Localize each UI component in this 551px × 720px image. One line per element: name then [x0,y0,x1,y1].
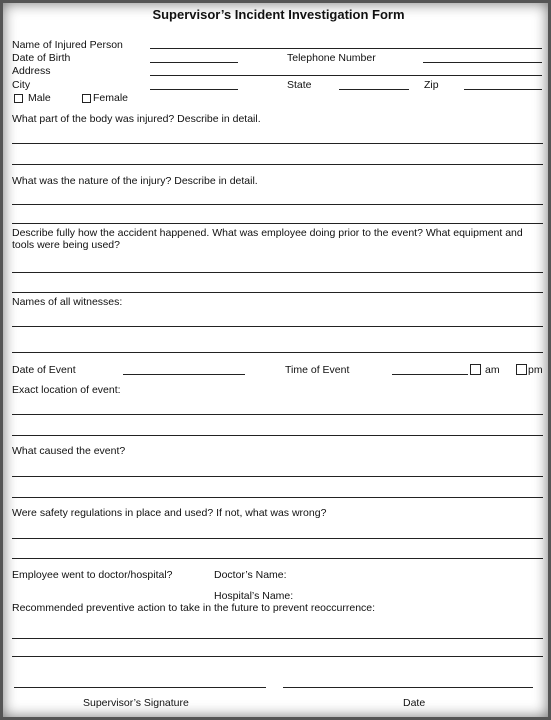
body-part-line-1[interactable] [12,143,543,144]
preventive-line-1[interactable] [12,638,543,639]
am-checkbox[interactable] [470,364,481,375]
safety-question: Were safety regulations in place and used? If not, what was wrong? [12,507,327,519]
preventive-line-2[interactable] [12,656,543,657]
male-checkbox[interactable] [14,94,23,103]
doctor-name-label: Doctor’s Name: [214,569,287,581]
witnesses-line-2[interactable] [12,352,543,353]
location-line-1[interactable] [12,414,543,415]
address-label: Address [12,65,51,77]
describe-line-2[interactable] [12,292,543,293]
dob-field[interactable] [150,62,238,63]
nature-line-2[interactable] [12,223,543,224]
cause-line-1[interactable] [12,476,543,477]
location-line-2[interactable] [12,435,543,436]
form-title: Supervisor’s Incident Investigation Form [152,7,405,22]
female-label: Female [93,92,129,104]
date-label: Date [403,697,426,709]
male-label: Male [28,92,51,104]
describe-line-1[interactable] [12,272,543,273]
safety-line-2[interactable] [12,558,543,559]
zip-field[interactable] [464,89,542,90]
cause-line-2[interactable] [12,497,543,498]
female-checkbox[interactable] [82,94,91,103]
witnesses-line-1[interactable] [12,326,543,327]
address-field[interactable] [150,75,542,76]
zip-label: Zip [424,79,439,91]
nature-line-1[interactable] [12,204,543,205]
preventive-question: Recommended preventive action to take in the future to prevent reoccurrence: [12,602,376,614]
date-event-field[interactable] [123,374,245,375]
nature-question: What was the nature of the injury? Describe in detail. [12,175,258,187]
name-injured-label: Name of Injured Person [12,39,123,51]
hospital-name-label: Hospital’s Name: [214,590,294,602]
supervisor-signature-label: Supervisor’s Signature [83,697,189,709]
am-label: am [485,364,500,376]
city-field[interactable] [150,89,238,90]
time-event-field[interactable] [392,374,468,375]
location-question: Exact location of event: [12,384,121,396]
signature-line[interactable] [14,687,266,688]
body-part-question: What part of the body was injured? Describe in detail. [12,113,261,125]
doctor-went-question: Employee went to doctor/hospital? [12,569,173,581]
telephone-field[interactable] [423,62,542,63]
time-event-label: Time of Event [285,364,350,376]
telephone-label: Telephone Number [287,52,376,64]
dob-label: Date of Birth [12,52,71,64]
date-event-label: Date of Event [12,364,76,376]
name-injured-field[interactable] [150,48,542,49]
state-field[interactable] [339,89,409,90]
body-part-line-2[interactable] [12,164,543,165]
witnesses-question: Names of all witnesses: [12,296,123,308]
safety-line-1[interactable] [12,538,543,539]
pm-checkbox[interactable] [516,364,527,375]
describe-question: Describe fully how the accident happened. What was employee doing prior to the event? What equipment and tools were being used? [12,227,523,251]
city-label: City [12,79,31,91]
cause-question: What caused the event? [12,445,126,457]
state-label: State [287,79,312,91]
pm-label: pm [528,364,543,376]
date-line[interactable] [283,687,533,688]
